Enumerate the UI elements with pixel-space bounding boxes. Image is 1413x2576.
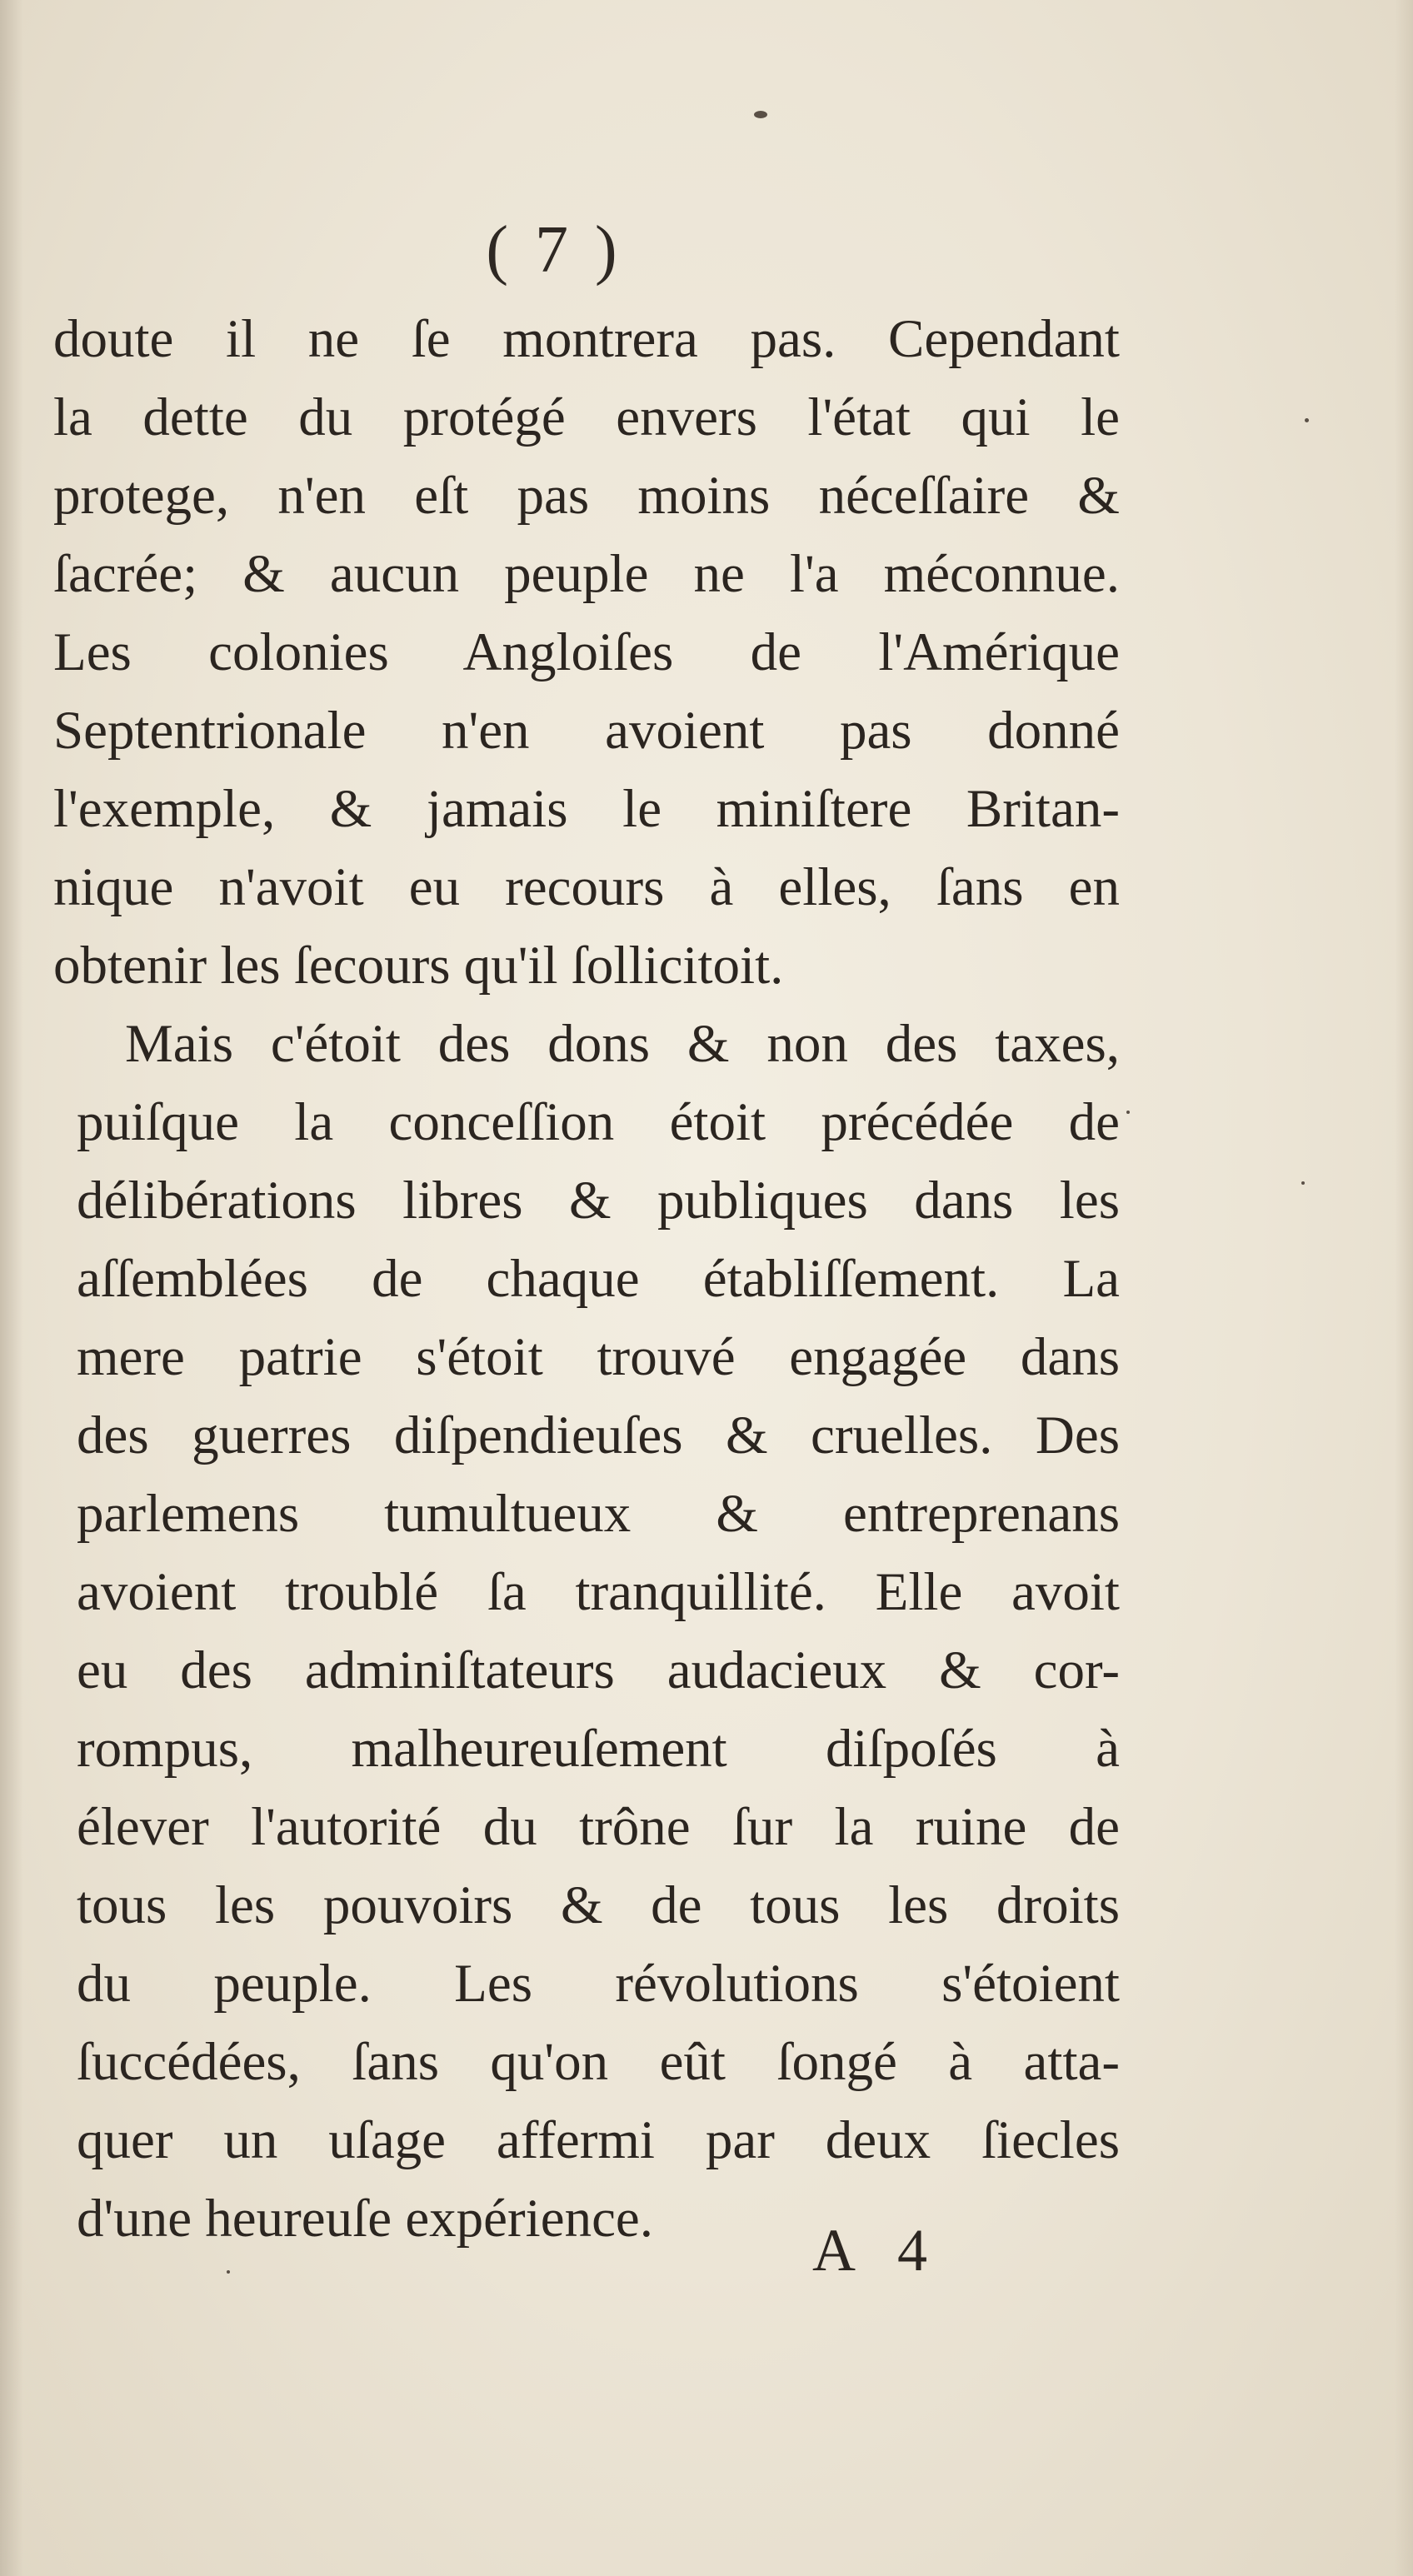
text-line: nique n'avoit eu recours à elles, ſans en [53,857,1120,917]
text-line: délibérations libres & publiques dans les [77,1171,1120,1231]
ink-speck [227,2270,230,2274]
text-line: eu des adminiſtateurs audacieux & cor- [77,1640,1120,1700]
text-line: l'exemple, & jamais le miniſtere Britan- [53,779,1120,839]
text-line: Septentrionale n'en avoient pas donné [53,701,1120,761]
page-number: ( 7 ) [486,213,622,287]
text-line: parlemens tumultueux & entreprenans [77,1484,1120,1544]
text-line: protege, n'en eſt pas moins néceſſaire & [53,466,1120,526]
edge-shadow [1395,0,1413,2576]
signature-mark: A 4 [812,2217,943,2284]
text-line: avoient troublé ſa tranquillité. Elle avoit [77,1562,1120,1622]
ink-speck [754,111,767,118]
text-line: tous les pouvoirs & de tous les droits [77,1875,1120,1935]
text-line: ſacrée; & aucun peuple ne l'a méconnue. [53,544,1120,604]
body-text [53,300,1120,2258]
text-line: ſuccédées, ſans qu'on eût ſongé à atta- [77,2032,1120,2092]
text-line: élever l'autorité du trône ſur la ruine de [77,1797,1120,1857]
ink-speck [1305,418,1309,422]
text-line: doute il ne ſe montrera pas. Cependant [53,309,1120,369]
text-line: mere patrie s'étoit trouvé engagée dans [77,1327,1120,1387]
text-line: rompus, malheureuſement diſpoſés à [77,1719,1120,1779]
text-line: puiſque la conceſſion étoit précédée de [77,1092,1120,1152]
binding-shadow [0,0,23,2576]
text-line: du peuple. Les révolutions s'étoient [77,1954,1120,2014]
ink-speck [1301,1181,1305,1185]
text-line: des guerres diſpendieuſes & cruelles. Des [77,1405,1120,1465]
text-line: Mais c'étoit des dons & non des taxes, [125,1014,1120,1074]
text-line: d'une heureuſe expérience. [77,2189,654,2249]
text-line: Les colonies Angloiſes de l'Amérique [53,622,1120,682]
text-line: obtenir les ſecours qu'il ſollicitoit. [53,936,784,996]
text-line: la dette du protégé envers l'état qui le [53,387,1120,447]
text-line: quer un uſage affermi par deux ſiecles [77,2110,1120,2170]
text-line: aſſemblées de chaque établiſſement. La [77,1249,1120,1309]
ink-speck [1126,1111,1130,1114]
